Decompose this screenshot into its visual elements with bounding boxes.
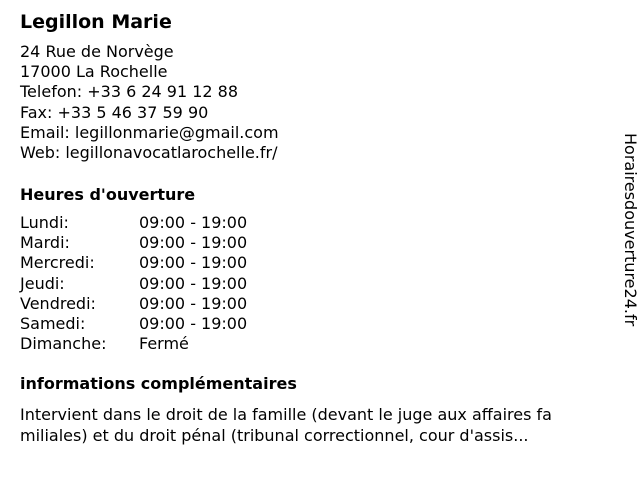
- time-range: 09:00 - 19:00: [139, 273, 248, 293]
- additional-info-text: [20, 404, 610, 446]
- opening-hours-table: [20, 213, 610, 354]
- info-line: Intervient dans le droit de la famille (devant le juge aux affaires fa: [20, 404, 552, 424]
- time-range: 09:00 - 19:00: [139, 253, 248, 273]
- fax-number: Fax: +33 5 46 37 59 90: [20, 102, 209, 122]
- hours-row-saturday: [20, 314, 610, 334]
- business-card: [20, 10, 610, 446]
- business-name: Legillon Marie: [20, 11, 172, 33]
- contact-block: [20, 42, 610, 163]
- opening-hours-heading: Heures d'ouverture: [20, 185, 196, 205]
- street-address: 24 Rue de Norvège: [20, 42, 174, 61]
- info-line: miliales) et du droit pénal (tribunal correctionnel, cour d'assis...: [20, 425, 529, 445]
- time-range: 09:00 - 19:00: [139, 293, 248, 313]
- day-label: Samedi:: [20, 313, 86, 333]
- time-range: 09:00 - 19:00: [139, 313, 248, 333]
- time-range: Fermé: [139, 333, 189, 353]
- day-label: Lundi:: [20, 213, 69, 233]
- hours-row-tuesday: [20, 233, 610, 253]
- site-watermark: Horairesdouverture24.fr: [621, 133, 640, 327]
- website-url: Web: legillonavocatlarochelle.fr/: [20, 143, 278, 163]
- hours-row-thursday: [20, 274, 610, 294]
- email-address: Email: legillonmarie@gmail.com: [20, 122, 279, 142]
- hours-row-friday: [20, 294, 610, 314]
- hours-row-sunday: [20, 334, 610, 354]
- day-label: Vendredi:: [20, 293, 96, 313]
- phone-number: Telefon: +33 6 24 91 12 88: [20, 82, 239, 102]
- city-address: 17000 La Rochelle: [20, 62, 168, 82]
- day-label: Mercredi:: [20, 253, 95, 273]
- additional-info-heading: informations complémentaires: [20, 373, 297, 393]
- hours-row-monday: [20, 213, 610, 233]
- hours-row-wednesday: [20, 253, 610, 273]
- day-label: Mardi:: [20, 233, 70, 253]
- day-label: Jeudi:: [20, 273, 65, 293]
- time-range: 09:00 - 19:00: [139, 213, 248, 233]
- day-label: Dimanche:: [20, 333, 107, 353]
- time-range: 09:00 - 19:00: [139, 233, 248, 253]
